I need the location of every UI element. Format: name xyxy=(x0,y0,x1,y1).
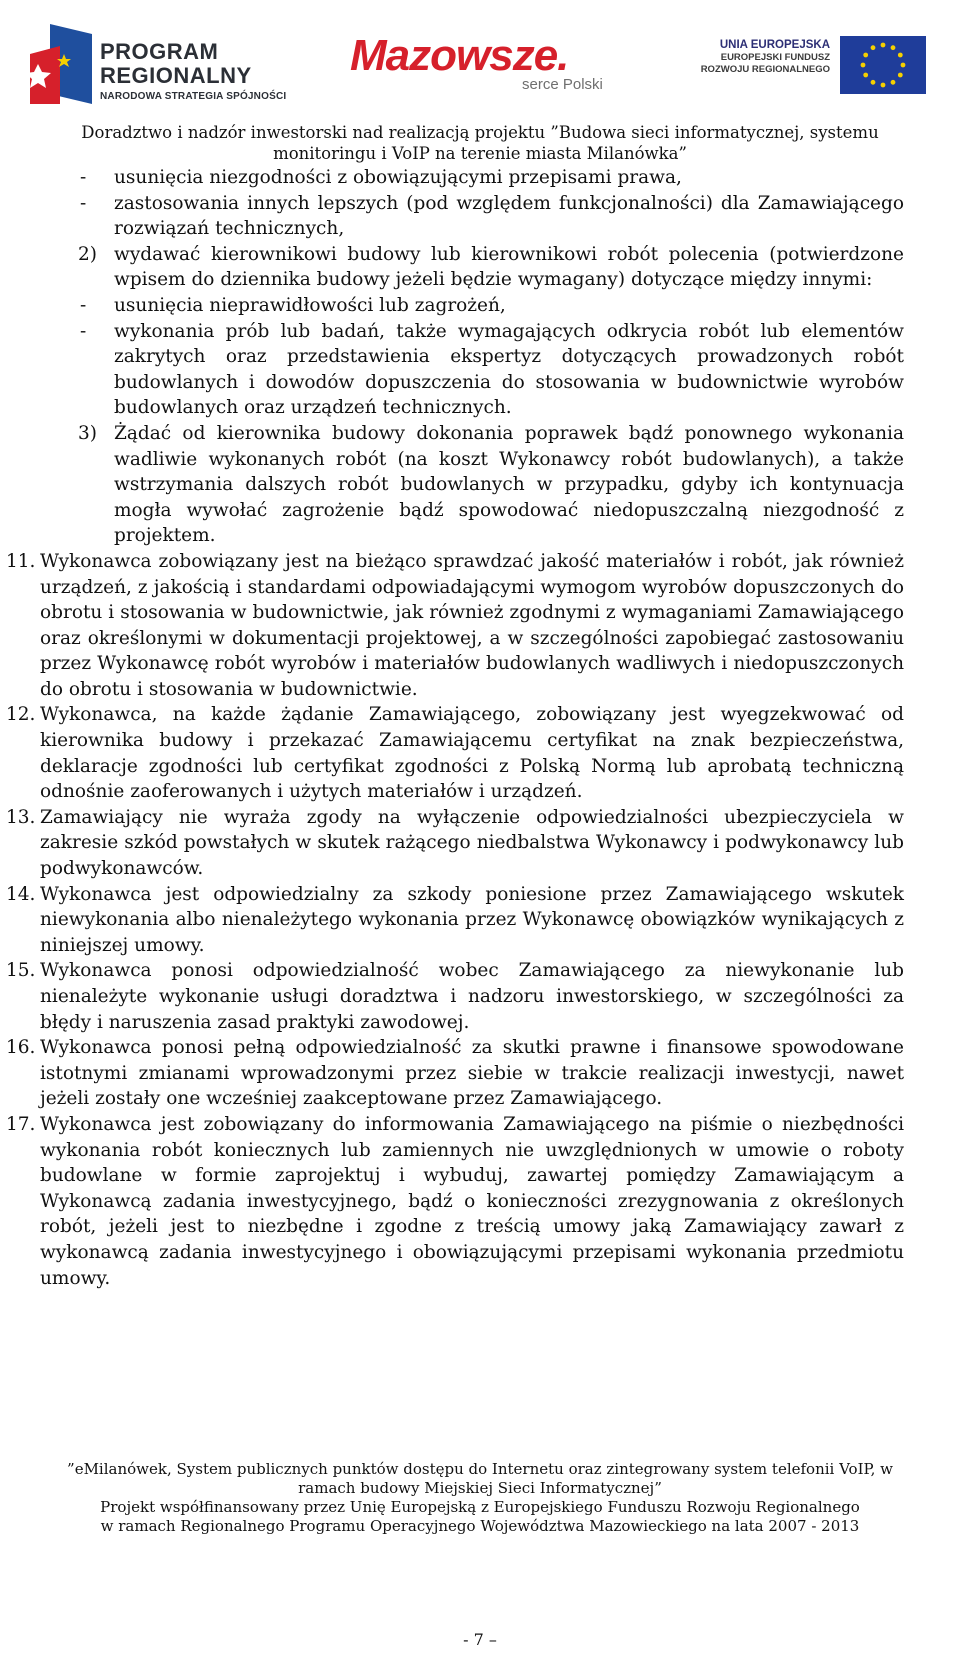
page-number: - 7 – xyxy=(463,1630,497,1649)
program-regionalny-emblem-icon xyxy=(30,24,92,104)
paragraph-11 xyxy=(6,549,904,703)
list-item-text: zastosowania innych lepszych (pod względem funkcjonalności) dla Zamawiającego rozwiązań technicznych, xyxy=(114,192,904,240)
list-item xyxy=(40,242,904,293)
item-marker: 2) xyxy=(78,243,97,265)
mazowsze-tagline: serce Polski xyxy=(522,76,603,93)
dash-marker: - xyxy=(80,167,87,188)
footer-line-3: Projekt współfinansowany przez Unię Europejską z Europejskiego Funduszu Rozwoju Regionalnego xyxy=(100,1498,860,1516)
dash-marker: - xyxy=(80,294,87,316)
unia-line2: EUROPEJSKI FUNDUSZ xyxy=(720,52,830,63)
paragraph-text: Wykonawca ponosi odpowiedzialność wobec Zamawiającego za niewykonanie lub nienależyte wykonanie usługi doradztwa i nadzoru inwestorskiego, w szczególności za błędy i naruszenia zasad praktyki zawodowej. xyxy=(40,960,904,1033)
document-body xyxy=(6,165,904,1291)
list-item xyxy=(40,319,904,421)
footer-line-2: ramach budowy Miejskiej Sieci Informatycznej” xyxy=(298,1479,662,1497)
list-item-text: wydawać kierownikowi budowy lub kierownikowi robót polecenia (potwierdzone wpisem do dziennika budowy jeżeli będzie wymagany) dotyczące między innymi: xyxy=(114,243,904,291)
footer-line-1: ”eMilanówek, System publicznych punktów dostępu do Internetu oraz zintegrowany system telefonii VoIP, w xyxy=(67,1460,893,1478)
list-item-text: Żądać od kierownika budowy dokonania poprawek bądź ponownego wykonania wadliwie wykonanych robót (na koszt Wykonawcy robót budowlanych), a także wstrzymania dalszych robót budowlanych w przypadku, gdyby ich kontynuacja mogła wywołać zagrożenie bądź spowodować niedopuszczalną niezgodność z projektem. xyxy=(114,422,904,547)
list-item xyxy=(40,293,904,319)
list-item-text: usunięcia nieprawidłowości lub zagrożeń, xyxy=(114,294,506,316)
mazowsze-wordmark: Mazowsze. xyxy=(350,31,569,80)
eu-flag-icon xyxy=(840,36,926,94)
paragraph-number: 16. xyxy=(6,1037,36,1059)
program-regionalny-line1: PROGRAM xyxy=(100,39,219,64)
list-item xyxy=(40,191,904,242)
list-item xyxy=(40,165,904,191)
paragraph-text: Wykonawca jest odpowiedzialny za szkody poniesione przez Zamawiającego wskutek niewykonania albo nienależytego wykonania przez Wykonawcę obowiązków wynikających z niniejszej umowy. xyxy=(40,883,904,956)
paragraph-text: Wykonawca, na każde żądanie Zamawiającego, zobowiązany jest wyegzekwować od kierownika budowy i przekazać Zamawiającemu certyfikat na znak bezpieczeństwa, deklaracje zgodności lub certyfikat zgodności z Polską Normą lub aprobatą techniczną odnośnie zaoferowanych i użytych materiałów i urządzeń. xyxy=(40,704,904,803)
paragraph-12 xyxy=(6,702,904,804)
program-regionalny-logo xyxy=(30,18,320,110)
list-item xyxy=(40,421,904,549)
paragraph-15 xyxy=(6,958,904,1035)
item-marker: 3) xyxy=(78,422,97,444)
unia-line1: UNIA EUROPEJSKA xyxy=(719,39,830,51)
paragraph-number: 15. xyxy=(6,960,36,982)
paragraph-number: 11. xyxy=(6,550,36,572)
program-regionalny-line3: NARODOWA STRATEGIA SPÓJNOŚCI xyxy=(100,91,287,102)
paragraph-number: 12. xyxy=(6,704,36,726)
logo-strip xyxy=(30,18,930,110)
paragraph-text: Zamawiający nie wyraża zgody na wyłączenie odpowiedzialności ubezpieczyciela w zakresie szkód powstałych w skutek rażącego niedbalstwa Wykonawcy i podwykonawcy lub podwykonawców. xyxy=(40,806,904,880)
paragraph-13 xyxy=(6,805,904,882)
dash-marker: - xyxy=(80,192,87,214)
paragraph-14 xyxy=(6,882,904,959)
list-item-text: wykonania prób lub badań, także wymagających odkrycia robót lub elementów zakrytych oraz przedstawienia ekspertyz dotyczących prowadzonych robót budowlanych i dowodów dopuszczenia do stosowania w budownictwie wyrobów budowlanych oraz urządzeń technicznych. xyxy=(114,320,904,419)
document-header xyxy=(30,122,930,164)
unia-europejska-logo xyxy=(670,36,930,96)
paragraph-number: 13. xyxy=(6,806,36,828)
paragraph-number: 17. xyxy=(6,1113,36,1135)
program-regionalny-line2: REGIONALNY xyxy=(100,63,252,88)
header-line-2: monitoringu i VoIP na terenie miasta Milanówka” xyxy=(273,144,687,163)
document-footer xyxy=(30,1460,930,1536)
paragraph-17 xyxy=(6,1112,904,1291)
paragraph-number: 14. xyxy=(6,883,36,905)
list-item-text: usunięcia niezgodności z obowiązującymi przepisami prawa, xyxy=(114,167,682,188)
paragraph-text: Wykonawca zobowiązany jest na bieżąco sprawdzać jakość materiałów i robót, jak również urządzeń, z jakością i standardami odpowiadającymi wymogom wyrobów dopuszczonych do obrotu i stosowania w budownictwie, jak również zgodnymi z wymaganiami Zamawiającego oraz określonymi w dokumentacji projektowej, a w szczególności zapobiegać zastosowaniu przez Wykonawcę robót wyrobów i materiałów budowlanych wadliwych i niedopuszczonych do obrotu i stosowania w budownictwie. xyxy=(40,550,904,700)
footer-line-4: w ramach Regionalnego Programu Operacyjnego Województwa Mazowieckiego na lata 2007 - 2013 xyxy=(100,1517,860,1535)
dash-marker: - xyxy=(80,320,87,342)
header-line-1: Doradztwo i nadzór inwestorski nad realizacją projektu ”Budowa sieci informatycznej, systemu xyxy=(81,123,879,142)
paragraph-text: Wykonawca jest zobowiązany do informowania Zamawiającego na piśmie o niezbędności wykonania robót koniecznych lub zamiennych nie uwzględnionych w umowie o roboty budowlane w formie zaprojektuj i wybuduj, zawartej pomiędzy Zamawiającym a Wykonawcą zadania inwestycyjnego, bądź o konieczności zrezygnowania z określonych robót, jeżeli jest to niezbędne i zgodne z treścią umowy jaką Zamawiający zawarł z wykonawcą zadania inwestycyjnego i obowiązującymi przepisami wykonania przedmiotu umowy. xyxy=(40,1113,904,1289)
unia-line3: ROZWOJU REGIONALNEGO xyxy=(700,64,830,75)
paragraph-text: Wykonawca ponosi pełną odpowiedzialność za skutki prawne i finansowe spowodowane istotnymi zmianami wprowadzonymi przez siebie w trakcie realizacji inwestycji, nawet jeżeli zostały one wcześniej zaakceptowane przez Zamawiającego. xyxy=(40,1037,904,1110)
mazowsze-logo xyxy=(350,32,650,102)
paragraph-16 xyxy=(6,1035,904,1112)
